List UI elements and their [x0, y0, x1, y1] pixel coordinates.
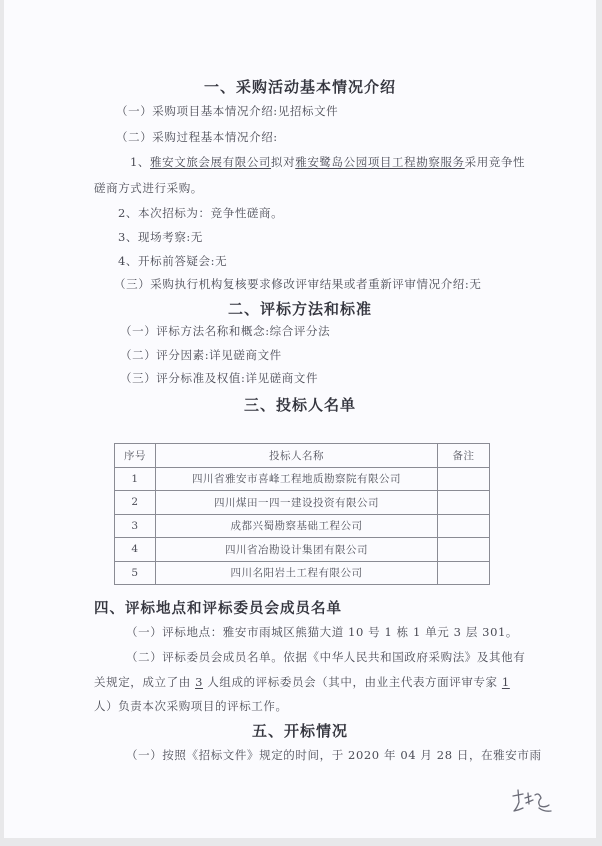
cell-bidder-name: 四川名阳岩土工程有限公司 — [156, 561, 438, 585]
buyer-name: 雅安文旅会展有限公司 — [150, 155, 272, 169]
cell-note — [438, 538, 490, 562]
section2-item3: （三）评分标准及权值:详见磋商文件 — [120, 371, 319, 385]
committee-text-a: 关规定，成立了由 — [94, 675, 196, 689]
table-row — [115, 491, 490, 515]
section4-title: 四、评标地点和评标委员会成员名单 — [94, 600, 342, 617]
cell-note — [438, 467, 490, 491]
section1-item2: （二）采购过程基本情况介绍: — [116, 130, 278, 144]
section3-title: 三、投标人名单 — [243, 396, 356, 414]
bidders-table — [114, 443, 490, 585]
section4-item2-line1: （二）评标委员会成员名单。依据《中华人民共和国政府采购法》及其他有 — [126, 650, 526, 664]
header-bidder-name: 投标人名称 — [156, 444, 438, 468]
cell-note — [438, 514, 490, 538]
cell-serial: 4 — [115, 538, 156, 562]
table-row — [115, 538, 490, 562]
section1-point1-line2: 磋商方式进行采购。 — [94, 181, 203, 195]
committee-member-count: 3 — [195, 675, 203, 689]
section2-item2: （二）评分因素:详见磋商文件 — [120, 348, 282, 362]
table-row — [115, 467, 490, 491]
section5-title: 五、开标情况 — [251, 722, 348, 740]
project-name: 雅安鹭岛公园项目工程勘察服务 — [295, 155, 465, 169]
cell-note — [438, 491, 490, 515]
section1-point1 — [130, 154, 525, 170]
section1-point2: 2、本次招标为：竞争性磋商。 — [118, 206, 284, 220]
cell-serial: 3 — [115, 514, 156, 538]
table-row — [115, 561, 490, 585]
owner-expert-count: 1 — [501, 675, 510, 689]
committee-text-b: 人组成的评标委员会（其中，由业主代表方面评审专家 — [202, 675, 502, 689]
document-page — [4, 0, 596, 838]
cell-serial: 1 — [115, 467, 156, 491]
table-header-row — [115, 444, 490, 468]
section1-point4: 4、开标前答疑会:无 — [118, 254, 228, 268]
point1-mid: 拟对 — [271, 155, 296, 169]
point1-prefix: 1、 — [130, 155, 151, 169]
section4-item2-line2 — [94, 674, 510, 690]
section1-item3: （三）采购执行机构复核要求修改评审结果或者重新评审情况介绍:无 — [114, 277, 482, 291]
cell-serial: 2 — [115, 491, 156, 515]
section4-item2-line3: 人）负责本次采购项目的评标工作。 — [94, 699, 288, 713]
cell-note — [438, 561, 490, 585]
section1-item1: （一）采购项目基本情况介绍:见招标文件 — [116, 104, 339, 118]
handwritten-signature-icon — [509, 786, 555, 816]
section1-title: 一、采购活动基本情况介绍 — [203, 78, 396, 96]
cell-bidder-name: 四川煤田一四一建设投资有限公司 — [156, 491, 438, 515]
cell-bidder-name: 四川省冶勘设计集团有限公司 — [156, 538, 438, 562]
section4-item1: （一）评标地点：雅安市雨城区熊猫大道 10 号 1 栋 1 单元 3 层 301。 — [126, 625, 519, 639]
table-row — [115, 514, 490, 538]
header-note: 备注 — [438, 444, 490, 468]
section2-item1: （一）评标方法名称和概念:综合评分法 — [120, 324, 331, 338]
point1-suffix: 采用竞争性 — [464, 155, 526, 169]
section1-point3: 3、现场考察:无 — [118, 230, 203, 244]
cell-bidder-name: 成都兴蜀勘察基础工程公司 — [156, 514, 438, 538]
header-serial: 序号 — [115, 444, 156, 468]
cell-serial: 5 — [115, 561, 156, 585]
section5-item1: （一）按照《招标文件》规定的时间，于 2020 年 04 月 28 日，在雅安市雨 — [126, 748, 542, 762]
section2-title: 二、评标方法和标准 — [227, 300, 372, 318]
cell-bidder-name: 四川省雅安市喜峰工程地质勘察院有限公司 — [156, 467, 438, 491]
